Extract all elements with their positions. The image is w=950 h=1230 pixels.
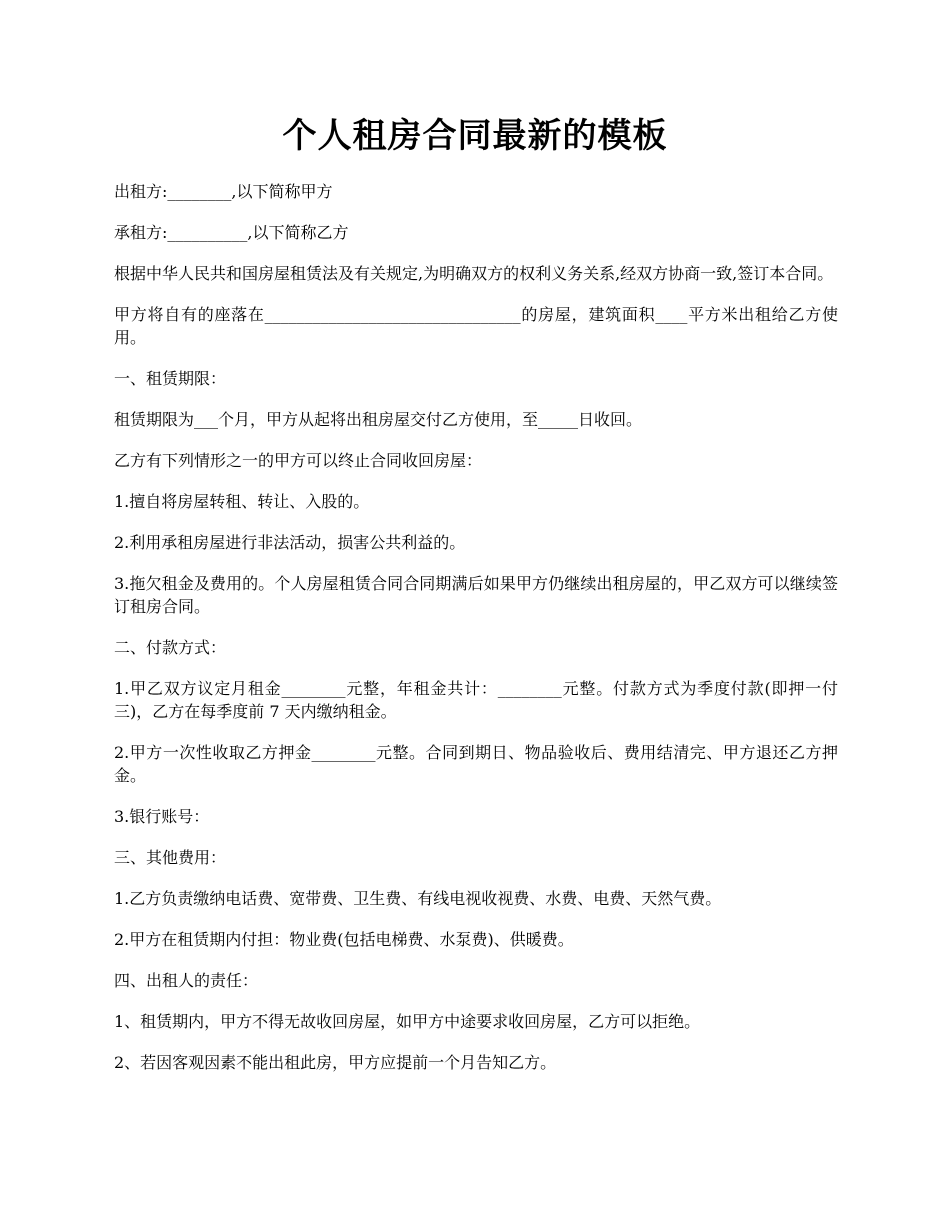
- list-item-deposit: 2.甲方一次性收取乙方押金________元整。合同到期日、物品验收后、费用结清完、甲方退还乙方押金。: [114, 743, 838, 785]
- paragraph-property: 甲方将自有的座落在________________________________的房屋，建筑面积____平方米出租给乙方使用。: [114, 305, 838, 347]
- list-item-arrears: 3.拖欠租金及费用的。个人房屋租赁合同合同期满后如果甲方仍继续出租房屋的，甲乙双方可以继续签订租房合同。: [114, 574, 838, 616]
- list-item-illegal-use: 2.利用承租房屋进行非法活动，损害公共利益的。: [114, 533, 466, 552]
- list-item-no-reclaim: 1、租赁期内，甲方不得无故收回房屋，如甲方中途要求收回房屋，乙方可以拒绝。: [114, 1012, 701, 1031]
- paragraph-lessee: 承租方:__________,以下简称乙方: [114, 223, 349, 242]
- list-item-sublet: 1.擅自将房屋转租、转让、入股的。: [114, 492, 370, 511]
- list-item-notice: 2、若因客观因素不能出租此房，甲方应提前一个月告知乙方。: [114, 1053, 557, 1072]
- paragraph-basis: 根据中华人民共和国房屋租赁法及有关规定,为明确双方的权利义务关系,经双方协商一致,签订本合同。: [114, 264, 834, 283]
- section-heading-lessor-duties: 四、出租人的责任：: [114, 971, 259, 990]
- list-item-lessor-fees: 2.甲方在租赁期内付担：物业费(包括电梯费、水泵费)、供暖费。: [114, 930, 574, 949]
- document-title: 个人租房合同最新的模板: [282, 116, 668, 156]
- paragraph-lease-term: 租赁期限为___个月，甲方从起将出租房屋交付乙方使用，至_____日收回。: [114, 410, 643, 429]
- section-heading-payment: 二、付款方式：: [114, 638, 227, 657]
- paragraph-termination-conditions: 乙方有下列情形之一的甲方可以终止合同收回房屋：: [114, 451, 483, 470]
- section-heading-other-fees: 三、其他费用：: [114, 848, 227, 867]
- document-body: [114, 180, 838, 1092]
- section-heading-lease-term: 一、租赁期限：: [114, 369, 227, 388]
- list-item-bank-account: 3.银行账号：: [114, 807, 210, 826]
- list-item-lessee-fees: 1.乙方负责缴纳电话费、宽带费、卫生费、有线电视收视费、水费、电费、天然气费。: [114, 889, 722, 908]
- paragraph-lessor: 出租方:________,以下简称甲方: [114, 182, 333, 201]
- list-item-rent: 1.甲乙双方议定月租金________元整，年租金共计：________元整。付款方式为季度付款(即押一付三)，乙方在每季度前 7 天内缴纳租金。: [114, 679, 838, 721]
